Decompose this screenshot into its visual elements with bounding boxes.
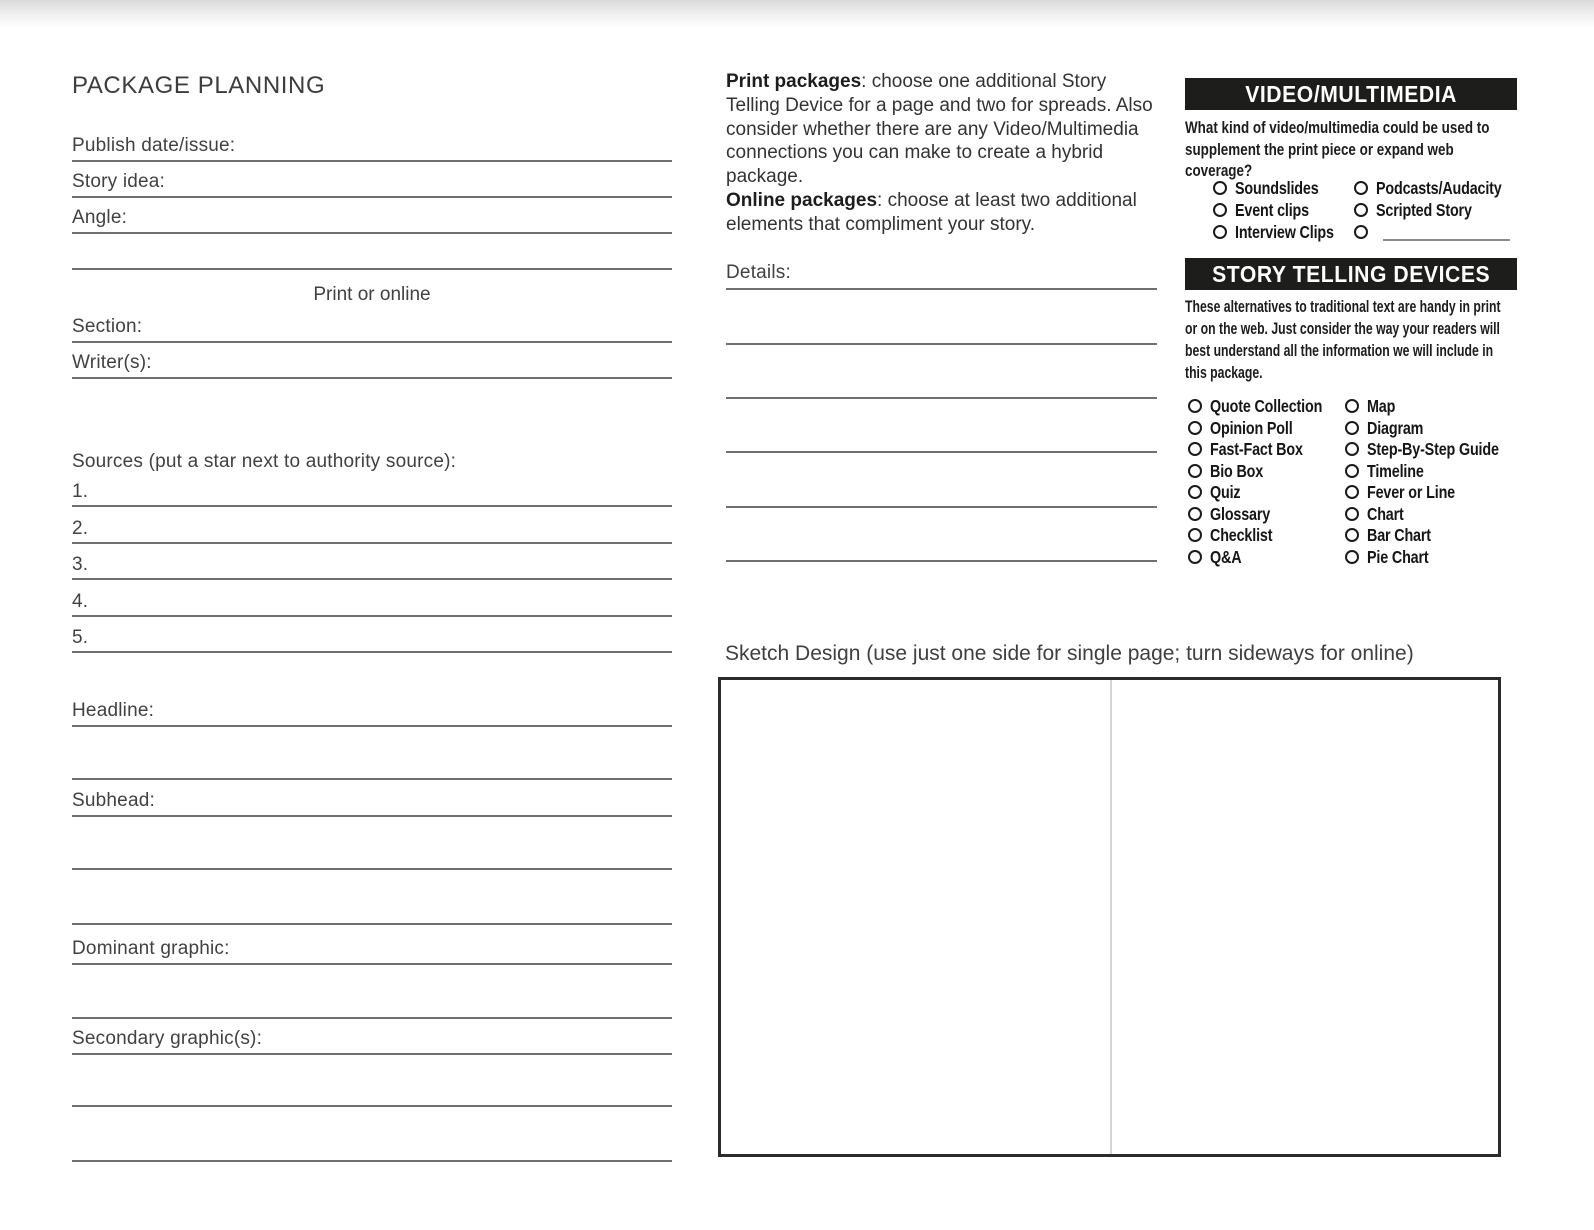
radio-circle-icon	[1345, 507, 1359, 521]
section-line	[72, 341, 672, 343]
publish-date-line	[72, 160, 672, 162]
secondary-graphic-label: Secondary graphic(s):	[72, 1028, 263, 1049]
radio-circle-icon	[1345, 421, 1359, 435]
option-quiz	[1188, 483, 1247, 501]
radio-circle-icon	[1345, 442, 1359, 456]
writers-label: Writer(s):	[72, 352, 152, 373]
blank-line	[72, 1017, 672, 1019]
story-telling-devices-header-text: STORY TELLING DEVICES	[1211, 260, 1491, 287]
option-label: Checklist	[1210, 524, 1273, 545]
option-label: Quote Collection	[1210, 395, 1323, 416]
option-label: Q&A	[1210, 546, 1242, 567]
option-quote-collection	[1188, 397, 1347, 415]
video-multimedia-intro: What kind of video/multimedia could be used to supplement the print piece or expand web coverage?	[1185, 118, 1490, 180]
sketch-design-label: Sketch Design (use just one side for single page; turn sideways for online)	[725, 642, 1414, 665]
scan-top-shadow	[0, 0, 1594, 30]
radio-circle-icon	[1188, 507, 1202, 521]
radio-circle-icon	[1188, 421, 1202, 435]
details-line	[726, 397, 1157, 399]
option-bar-chart	[1345, 526, 1445, 544]
radio-circle-icon	[1354, 225, 1368, 239]
radio-circle-icon	[1188, 442, 1202, 456]
option-label: Pie Chart	[1367, 546, 1429, 567]
radio-circle-icon	[1188, 399, 1202, 413]
option-label: Opinion Poll	[1210, 417, 1293, 438]
write-in-line	[1383, 239, 1510, 241]
option-label: Quiz	[1210, 481, 1241, 502]
video-multimedia-header	[1185, 78, 1517, 110]
radio-circle-icon	[1213, 203, 1227, 217]
radio-circle-icon	[1345, 550, 1359, 564]
radio-circle-icon	[1345, 399, 1359, 413]
print-packages-text: : choose one additional Story Telling Device for a page and two for spreads. Also consider whether there are any Video/Multimedia connections you can make to create a hybrid package.	[726, 71, 1153, 188]
option-diagram	[1345, 419, 1436, 437]
blank-line	[72, 1160, 672, 1162]
option-interview-clips	[1213, 223, 1356, 241]
option-soundslides	[1213, 179, 1337, 197]
subhead-label: Subhead:	[72, 790, 155, 811]
source-number: 5.	[72, 627, 89, 648]
angle-label: Angle:	[72, 207, 128, 228]
option-fever-or-line	[1345, 483, 1474, 501]
source-line	[72, 505, 672, 507]
angle-line	[72, 232, 672, 234]
radio-circle-icon	[1345, 528, 1359, 542]
option-checklist	[1188, 526, 1286, 544]
option-event-clips	[1213, 201, 1325, 219]
secondary-graphic-line	[72, 1053, 672, 1055]
story-telling-devices-header	[1185, 258, 1517, 290]
option-label: Soundslides	[1235, 177, 1319, 198]
option-label: Fast-Fact Box	[1210, 438, 1303, 459]
headline-line	[72, 725, 672, 727]
source-number: 4.	[72, 591, 89, 612]
source-line	[72, 615, 672, 617]
sketch-box-divider	[1110, 680, 1112, 1154]
section-label: Section:	[72, 316, 143, 337]
radio-circle-icon	[1213, 181, 1227, 195]
online-packages-term: Online packages	[726, 189, 878, 211]
subhead-line	[72, 815, 672, 817]
option-label: Glossary	[1210, 503, 1271, 524]
sketch-design-box	[718, 677, 1501, 1157]
option-glossary	[1188, 505, 1283, 523]
online-packages-text: : choose at least two additional elements that compliment your story.	[726, 189, 1137, 235]
option-pie-chart	[1345, 548, 1442, 566]
story-telling-devices-intro: These alternatives to traditional text are handy in print or on the web. Just consider the way your readers will best understand all the information we will include in this package.	[1185, 297, 1501, 382]
radio-circle-icon	[1345, 464, 1359, 478]
story-idea-label: Story idea:	[72, 171, 166, 192]
blank-line	[72, 778, 672, 780]
option-label: Diagram	[1367, 417, 1424, 438]
headline-label: Headline:	[72, 700, 155, 721]
print-packages-paragraph	[726, 70, 1160, 189]
option-label: Bio Box	[1210, 460, 1264, 481]
source-number: 1.	[72, 481, 89, 502]
radio-circle-icon	[1345, 485, 1359, 499]
source-line	[72, 578, 672, 580]
option-bio-box	[1188, 462, 1275, 480]
option-label: Chart	[1367, 503, 1404, 524]
option-label: Event clips	[1235, 199, 1309, 220]
print-packages-term: Print packages	[726, 71, 862, 92]
blank-line	[72, 268, 672, 270]
story-idea-line	[72, 196, 672, 198]
source-line	[72, 651, 672, 653]
publish-date-label: Publish date/issue:	[72, 135, 236, 156]
option-podcasts-audacity	[1354, 179, 1529, 197]
writers-line	[72, 377, 672, 379]
option-chart	[1345, 505, 1412, 523]
source-number: 3.	[72, 554, 89, 575]
dominant-graphic-label: Dominant graphic:	[72, 938, 230, 959]
radio-circle-icon	[1188, 528, 1202, 542]
source-number: 2.	[72, 518, 89, 539]
radio-circle-icon	[1188, 485, 1202, 499]
package-instructions	[726, 70, 1160, 237]
option-map	[1345, 397, 1401, 415]
option-timeline	[1345, 462, 1436, 480]
blank-line	[72, 868, 672, 870]
option-label: Timeline	[1367, 460, 1424, 481]
option-opinion-poll	[1188, 419, 1311, 437]
details-line	[726, 343, 1157, 345]
option-label: Scripted Story	[1376, 199, 1472, 220]
radio-circle-icon	[1354, 181, 1368, 195]
sources-label: Sources (put a star next to authority source):	[72, 451, 457, 472]
source-line	[72, 542, 672, 544]
blank-line	[72, 923, 672, 925]
option-step-by-step-guide	[1345, 440, 1528, 458]
option-label: Step-By-Step Guide	[1367, 438, 1499, 459]
option-scripted-story	[1354, 201, 1493, 219]
details-line	[726, 560, 1157, 562]
radio-circle-icon	[1213, 225, 1227, 239]
option-label: Map	[1367, 395, 1396, 416]
option-label: Interview Clips	[1235, 221, 1334, 242]
option-other-blank	[1354, 223, 1376, 241]
option-q-and-a	[1188, 548, 1248, 566]
option-fast-fact-box	[1188, 440, 1323, 458]
details-line	[726, 506, 1157, 508]
online-packages-paragraph	[726, 189, 1160, 237]
details-label: Details:	[726, 262, 791, 283]
option-label: Podcasts/Audacity	[1376, 177, 1502, 198]
option-label: Bar Chart	[1367, 524, 1431, 545]
page-title: PACKAGE PLANNING	[72, 72, 326, 99]
details-line	[726, 288, 1157, 290]
blank-line	[72, 1105, 672, 1107]
video-multimedia-header-text: VIDEO/MULTIMEDIA	[1245, 80, 1457, 107]
radio-circle-icon	[1354, 203, 1368, 217]
radio-circle-icon	[1188, 464, 1202, 478]
dominant-graphic-line	[72, 963, 672, 965]
option-label: Fever or Line	[1367, 481, 1455, 502]
radio-circle-icon	[1188, 550, 1202, 564]
print-or-online-label: Print or online	[313, 284, 431, 305]
details-line	[726, 451, 1157, 453]
